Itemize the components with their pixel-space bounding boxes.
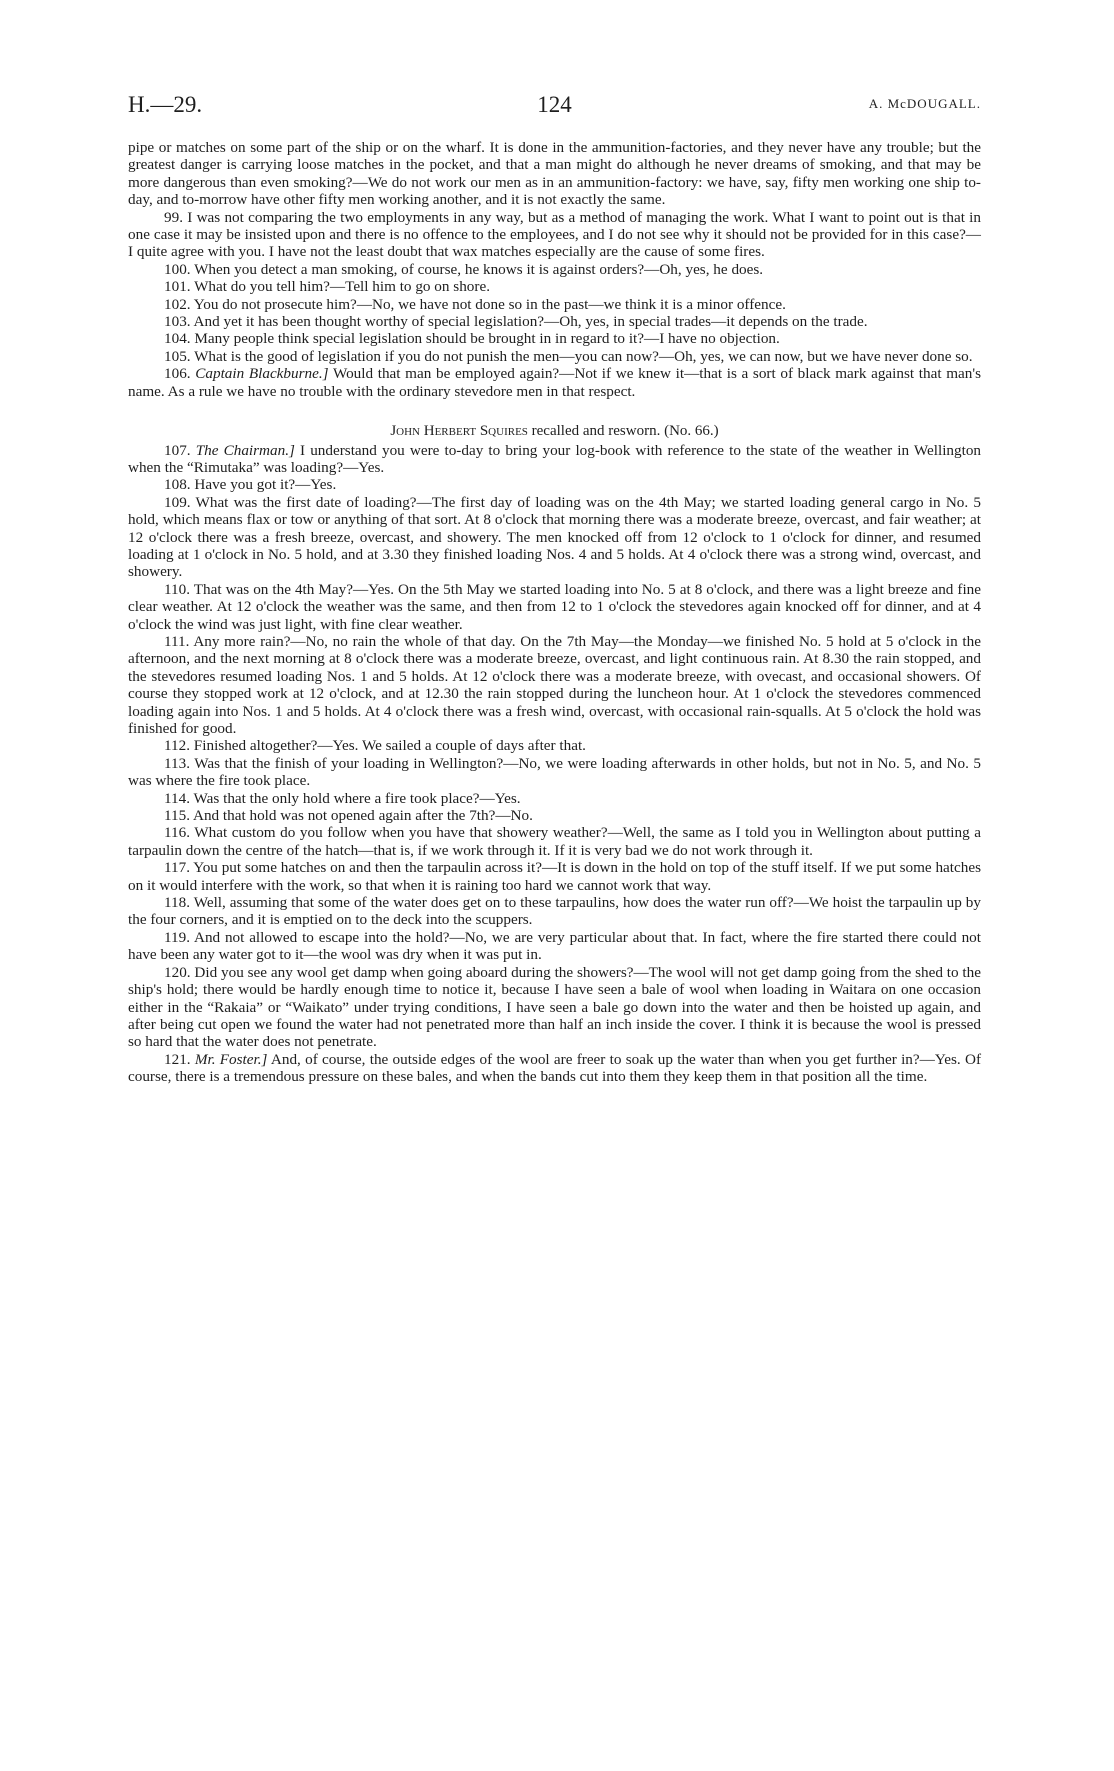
paragraph-107 <box>128 442 981 477</box>
paragraph-108: 108. Have you got it?—Yes. <box>164 476 337 494</box>
paragraph-105: 105. What is the good of legislation if you do not punish the men—you can now?—Oh, yes, we can now, but we have never done so. <box>164 347 973 365</box>
paragraph-101: 101. What do you tell him?—Tell him to go on shore. <box>164 278 490 296</box>
witness-header: A. McDOUGALL. <box>868 96 981 111</box>
paragraph-text: And, of course, the outside edges of the wool are freer to soak up the water than when you get further in?—Yes. Of course, there is a tremendous pressure on these bales, and when the bands cut into them they keep them in that position all the time. <box>128 1050 981 1086</box>
paragraph-109: 109. What was the first date of loading?—The first day of loading was on the 4th May; we started loading general cargo in No. 5 hold, which means flax or tow or anything of that sort. At 8 o'clock that morning there was a moderate breeze, overcast, and fair weather; at 12 o'clock there was a fresh breeze, overcast, and showery. The men knocked off from 12 o'clock to 1 o'clock for dinner, and resumed loading at 1 o'clock in No. 5 hold, and at 3.30 they finished loading Nos. 4 and 5 holds. At 4 o'clock there was a strong wind, overcast, and showery. <box>128 493 981 581</box>
page-number: 124 <box>537 92 572 117</box>
paragraph-111: 111. Any more rain?—No, no rain the whole of that day. On the 7th May—the Monday—we finished No. 5 hold at 5 o'clock in the afternoon, and the next morning at 8 o'clock there was a moderate breeze, overcast, and light continuous rain. At 8.30 the rain stopped, and the stevedores resumed loading Nos. 1 and 5 holds. At 12 o'clock there was a moderate breeze, with ovecast, and occasional showers. Of course they stopped work at 12 o'clock, and at 12.30 the rain stopped during the luncheon hour. At 1 o'clock the stevedores commenced loading again into Nos. 1 and 5 holds. At 4 o'clock there was a fresh wind, overcast, with occasional rain-squalls. At 5 o'clock the hold was finished for good. <box>128 632 981 737</box>
paragraph-115: 115. And that hold was not opened again after the 7th?—No. <box>164 807 533 825</box>
paragraph-110: 110. That was on the 4th May?—Yes. On the 5th May we started loading into No. 5 at 8 o'clock, and there was a light breeze and fine clear weather. At 12 o'clock the weather was the same, and then from 12 to 1 o'clock the stevedores again knocked off for dinner, and at 4 o'clock the wind was just light, with fine clear weather. <box>128 580 981 633</box>
witness-heading <box>128 423 981 440</box>
paragraph-121 <box>128 1051 981 1086</box>
paragraph-102: 102. You do not prosecute him?—No, we have not done so in the past—we think it is a minor offence. <box>164 295 786 313</box>
page-body <box>128 139 981 1086</box>
paragraph-118: 118. Well, assuming that some of the water does get on to these tarpaulins, how does the water run off?—We hoist the tarpaulin up by the four corners, and it is emptied on to the deck into the scuppers. <box>128 894 981 929</box>
paragraph-text: I understand you were to-day to bring your log-book with reference to the state of the weather in Wellington when the “Rimutaka” was loading?—Yes. <box>128 441 982 476</box>
question-number: 106. <box>164 365 191 383</box>
paragraph-103: 103. And yet it has been thought worthy of special legislation?—Oh, yes, in special trades—it depends on the trade. <box>164 313 868 331</box>
question-number: 107. <box>164 441 191 459</box>
speaker-name: Mr. Foster.] <box>194 1050 268 1068</box>
witness-name: John Herbert Squires <box>390 423 528 440</box>
witness-status: recalled and resworn. <box>531 423 661 440</box>
paragraph-104: 104. Many people think special legislation should be brought in in regard to it?—I have no objection. <box>164 330 780 348</box>
paragraph-text: Would that man be employed again?—Not if we knew it—that is a sort of black mark against that man's name. As a rule we have no trouble with the ordinary stevedore men in that respect. <box>128 365 982 400</box>
paragraph-100: 100. When you detect a man smoking, of course, he knows it is against orders?—Oh, yes, he does. <box>164 260 764 278</box>
paragraph-106 <box>128 365 981 400</box>
paragraph-117: 117. You put some hatches on and then the tarpaulin across it?—It is down in the hold on top of the stuff itself. If we put some hatches on it would interfere with the work, so that when it is raining too hard we cannot work that way. <box>128 859 981 894</box>
speaker-name: The Chairman.] <box>195 441 295 459</box>
document-code: H.—29. <box>128 92 203 117</box>
paragraph-119: 119. And not allowed to escape into the hold?—No, we are very particular about that. In fact, where the fire started there could not have been any water got to it—the wool was dry when it was put in. <box>128 928 981 964</box>
witness-number: (No. 66.) <box>664 423 719 440</box>
page-header <box>128 92 981 122</box>
paragraph-intro: pipe or matches on some part of the ship or on the wharf. It is done in the ammunition-factories, and they never have any trouble; but the greatest danger is carrying loose matches in the pocket, and that a man might do although he never dreams of smoking, and that may be more dangerous than even smoking?—We do not work our men as in an ammunition-factory: we have, say, fifty men working one ship to-day, and to-morrow have other fifty men working another, and it is not exactly the same. <box>128 139 981 209</box>
speaker-name: Captain Blackburne.] <box>195 365 329 383</box>
paragraph-113: 113. Was that the finish of your loading in Wellington?—No, we were loading afterwards in other holds, but not in No. 5, and No. 5 was where the fire took place. <box>128 754 981 790</box>
paragraph-114: 114. Was that the only hold where a fire took place?—Yes. <box>164 789 521 807</box>
paragraph-112: 112. Finished altogether?—Yes. We sailed a couple of days after that. <box>164 737 586 755</box>
paragraph-120: 120. Did you see any wool get damp when going aboard during the showers?—The wool will not get damp going from the shed to the ship's hold; there would be hardly enough time to notice it, because I have seen a bale of wool when loading in Waitara on one occasion either in the “Rakaia” or “Waikato” under trying conditions, I have seen a bale go down into the water and then be hoisted up again, and after being cut open we found the water had not penetrated more than half an inch inside the cover. I think it is because the wool is pressed so hard that the water does not penetrate. <box>128 963 981 1051</box>
paragraph-99: 99. I was not comparing the two employments in any way, but as a method of managing the work. What I want to point out is that in one case it may be insisted upon and there is no offence to the employees, and I do not see why it should not be provided for in this case?—I quite agree with you. I have not the least doubt that wax matches especially are the cause of some fires. <box>128 208 981 261</box>
paragraph-116: 116. What custom do you follow when you have that showery weather?—Well, the same as I told you in Wellington about putting a tarpaulin down the centre of the hatch—that is, if we work through it. If it is very bad we do not work through it. <box>128 824 981 859</box>
question-number: 121. <box>164 1050 191 1068</box>
